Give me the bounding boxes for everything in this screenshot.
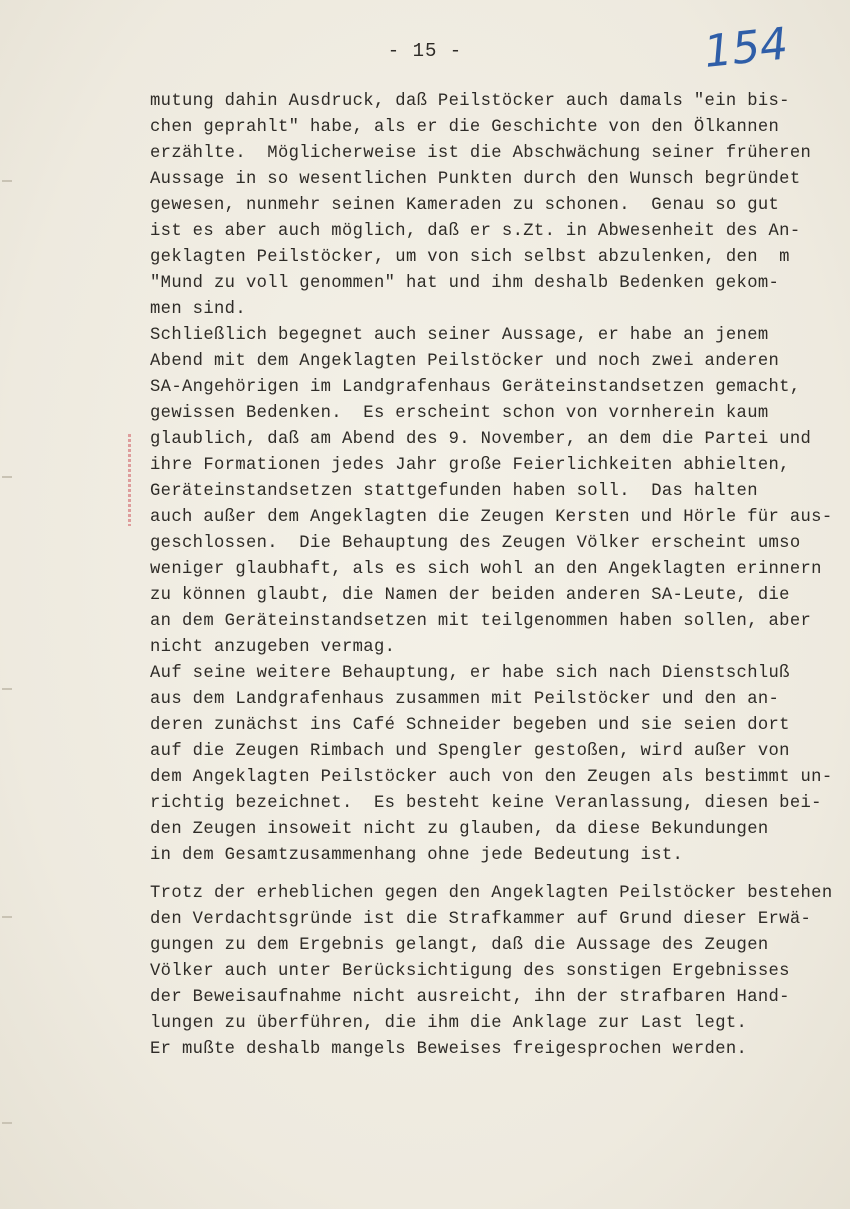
text-line: dem Angeklagten Peilstöcker auch von den Zeugen als bestimmt un- — [150, 768, 833, 787]
text-line: der Beweisaufnahme nicht ausreicht, ihn der strafbaren Hand- — [150, 988, 790, 1007]
text-line: aus dem Landgrafenhaus zusammen mit Peilstöcker und den an- — [150, 690, 780, 709]
text-line: Aussage in so wesentlichen Punkten durch den Wunsch begründet — [150, 170, 801, 189]
text-line: mutung dahin Ausdruck, daß Peilstöcker auch damals "ein bis- — [150, 92, 790, 111]
text-line: an dem Geräteinstandsetzen mit teilgenommen haben sollen, aber — [150, 612, 812, 631]
text-line: chen geprahlt" habe, als er die Geschichte von den Ölkannen — [150, 118, 780, 137]
text-line: glaublich, daß am Abend des 9. November, an dem die Partei und — [150, 430, 812, 449]
text-line: erzählte. Möglicherweise ist die Abschwächung seiner früheren — [150, 144, 812, 163]
text-line: gewesen, nunmehr seinen Kameraden zu schonen. Genau so gut — [150, 196, 780, 215]
text-line: SA-Angehörigen im Landgrafenhaus Geräteinstandsetzen gemacht, — [150, 378, 801, 397]
text-line: weniger glaubhaft, als es sich wohl an den Angeklagten erinnern — [150, 560, 822, 579]
text-line: Trotz der erheblichen gegen den Angeklagten Peilstöcker bestehen — [150, 884, 833, 903]
text-line: geklagten Peilstöcker, um von sich selbst abzulenken, den m — [150, 248, 790, 267]
handwritten-folio-number: 154 — [701, 18, 791, 78]
text-line: richtig bezeichnet. Es besteht keine Veranlassung, diesen bei- — [150, 794, 822, 813]
text-line: ihre Formationen jedes Jahr große Feierlichkeiten abhielten, — [150, 456, 790, 475]
text-line: men sind. — [150, 300, 246, 319]
text-line: nicht anzugeben vermag. — [150, 638, 396, 657]
text-line: Auf seine weitere Behauptung, er habe sich nach Dienstschluß — [150, 664, 790, 683]
text-line: ist es aber auch möglich, daß er s.Zt. in Abwesenheit des An- — [150, 222, 801, 241]
text-line: deren zunächst ins Café Schneider begeben und sie seien dort — [150, 716, 790, 735]
text-line: Er mußte deshalb mangels Beweises freigesprochen werden. — [150, 1040, 748, 1059]
text-line: den Zeugen insoweit nicht zu glauben, da diese Bekundungen — [150, 820, 769, 839]
text-line: auch außer dem Angeklagten die Zeugen Kersten und Hörle für aus- — [150, 508, 833, 527]
text-line: "Mund zu voll genommen" hat und ihm deshalb Bedenken gekom- — [150, 274, 780, 293]
text-line: gewissen Bedenken. Es erscheint schon von vornherein kaum — [150, 404, 769, 423]
text-line: geschlossen. Die Behauptung des Zeugen Völker erscheint umso — [150, 534, 801, 553]
page-number: - 15 - — [387, 40, 463, 62]
text-line: Schließlich begegnet auch seiner Aussage, er habe an jenem — [150, 326, 769, 345]
text-line: Völker auch unter Berücksichtigung des sonstigen Ergebnisses — [150, 962, 790, 981]
text-line: gungen zu dem Ergebnis gelangt, daß die Aussage des Zeugen — [150, 936, 769, 955]
text-line: auf die Zeugen Rimbach und Spengler gestoßen, wird außer von — [150, 742, 790, 761]
red-margin-mark — [128, 434, 131, 526]
text-line: lungen zu überführen, die ihm die Anklage zur Last legt. — [150, 1014, 748, 1033]
text-line: in dem Gesamtzusammenhang ohne jede Bedeutung ist. — [150, 846, 684, 865]
text-line: zu können glaubt, die Namen der beiden anderen SA-Leute, die — [150, 586, 790, 605]
text-line: Abend mit dem Angeklagten Peilstöcker und noch zwei anderen — [150, 352, 780, 371]
text-line: Geräteinstandsetzen stattgefunden haben soll. Das halten — [150, 482, 758, 501]
text-line: den Verdachtsgründe ist die Strafkammer auf Grund dieser Erwä- — [150, 910, 812, 929]
